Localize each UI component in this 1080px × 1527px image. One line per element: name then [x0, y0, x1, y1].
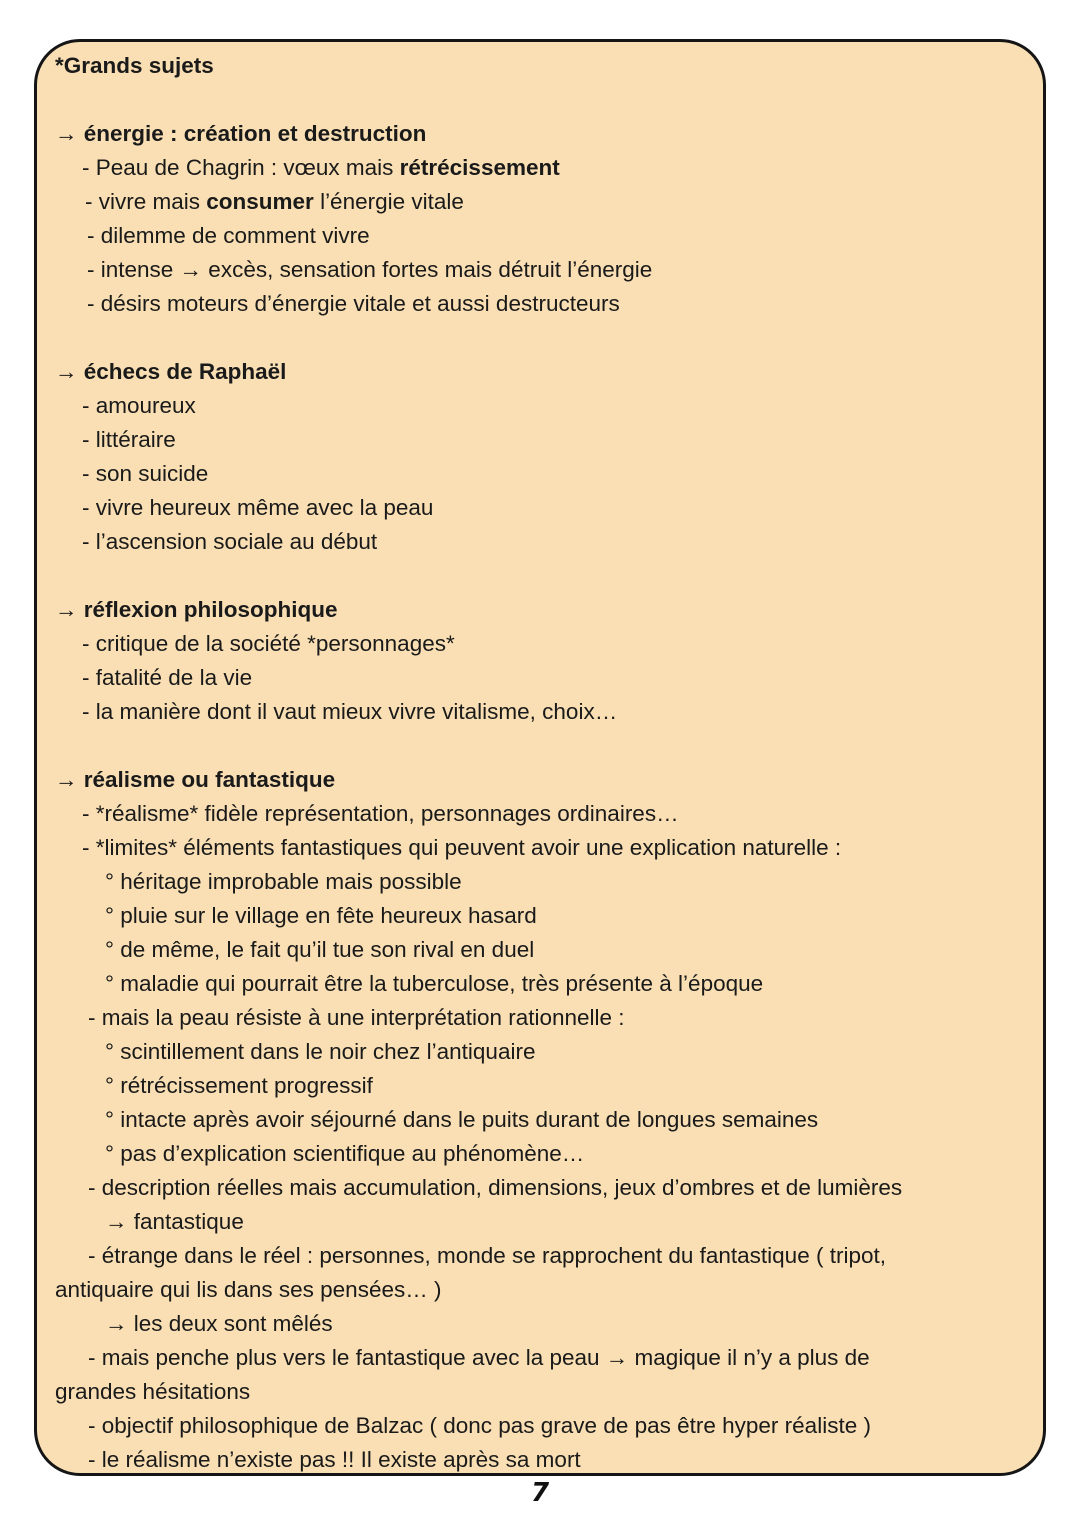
text-line — [55, 357, 286, 387]
page-number: 7 — [530, 1478, 550, 1508]
text-line — [105, 1105, 818, 1135]
text-segment: ° rétrécissement progressif — [105, 1073, 373, 1098]
text-segment: - vivre heureux même avec la peau — [82, 495, 434, 520]
text-line — [82, 493, 433, 523]
text-line — [82, 391, 196, 421]
text-line — [55, 1275, 441, 1305]
text-segment: → — [55, 597, 84, 622]
bold-text: rétrécissement — [399, 155, 560, 180]
text-segment: → fantastique — [105, 1209, 244, 1234]
text-segment: ° pas d’explication scientifique au phénomène… — [105, 1141, 585, 1166]
text-line — [105, 1309, 333, 1339]
text-segment: - *réalisme* fidèle représentation, personnages ordinaires… — [82, 801, 679, 826]
text-line — [82, 697, 617, 727]
text-segment: - critique de la société *personnages* — [82, 631, 455, 656]
text-line — [82, 629, 455, 659]
text-segment: - *limites* éléments fantastiques qui peuvent avoir une explication naturelle : — [82, 835, 842, 860]
text-line — [88, 1445, 581, 1475]
text-segment: - l’ascension sociale au début — [82, 529, 378, 554]
text-line — [105, 901, 537, 931]
text-line — [105, 1139, 584, 1169]
text-line — [88, 1173, 902, 1203]
text-line — [88, 1241, 886, 1271]
text-segment: - mais la peau résiste à une interprétation rationnelle : — [88, 1005, 625, 1030]
text-segment: - la manière dont il vaut mieux vivre vitalisme, choix… — [82, 699, 618, 724]
text-segment: - le réalisme n’existe pas !! Il existe après sa mort — [88, 1447, 581, 1472]
text-line — [87, 289, 620, 319]
text-line — [105, 1207, 244, 1237]
text-line — [82, 799, 679, 829]
text-segment: ° pluie sur le village en fête heureux hasard — [105, 903, 537, 928]
text-line — [55, 119, 426, 149]
text-line — [105, 969, 763, 999]
text-segment: - littéraire — [82, 427, 176, 452]
text-segment: - étrange dans le réel : personnes, monde se rapprochent du fantastique ( tripot, — [88, 1243, 886, 1268]
text-segment: ° intacte après avoir séjourné dans le puits durant de longues semaines — [105, 1107, 819, 1132]
text-line — [82, 459, 208, 489]
text-segment: - fatalité de la vie — [82, 665, 253, 690]
text-segment: - mais penche plus vers le fantastique avec la peau → magique il n’y a plus de — [88, 1345, 870, 1370]
text-segment: - dilemme de comment vivre — [87, 223, 370, 248]
text-segment: ° scintillement dans le noir chez l’antiquaire — [105, 1039, 536, 1064]
text-segment: - vivre mais — [85, 189, 207, 214]
text-line — [88, 1343, 870, 1373]
bold-text: réalisme ou fantastique — [83, 767, 336, 792]
text-line — [105, 935, 534, 965]
text-segment: - amoureux — [82, 393, 196, 418]
text-segment: - objectif philosophique de Balzac ( donc pas grave de pas être hyper réaliste ) — [88, 1413, 871, 1438]
text-segment: l’énergie vitale — [313, 189, 464, 214]
text-segment: → les deux sont mêlés — [105, 1311, 333, 1336]
text-line — [85, 187, 464, 217]
text-line — [82, 153, 560, 183]
text-line — [82, 833, 841, 863]
text-line — [82, 527, 377, 557]
text-segment: antiquaire qui lis dans ses pensées… ) — [55, 1277, 442, 1302]
text-line — [55, 595, 338, 625]
text-segment: - intense → excès, sensation fortes mais détruit l’énergie — [87, 257, 653, 282]
section-title — [55, 51, 214, 81]
text-line — [87, 221, 370, 251]
bold-text: *Grands sujets — [55, 53, 214, 78]
text-line — [82, 663, 252, 693]
text-segment: - désirs moteurs d’énergie vitale et aussi destructeurs — [87, 291, 620, 316]
text-line — [55, 765, 335, 795]
text-segment: ° héritage improbable mais possible — [105, 869, 462, 894]
text-line — [55, 1377, 250, 1407]
text-segment: - description réelles mais accumulation, dimensions, jeux d’ombres et de lumières — [88, 1175, 903, 1200]
bold-text: réflexion philosophique — [83, 597, 338, 622]
bold-text: échecs de Raphaël — [83, 359, 287, 384]
text-line — [105, 1071, 373, 1101]
text-segment: - son suicide — [82, 461, 209, 486]
text-segment: ° maladie qui pourrait être la tuberculose, très présente à l’époque — [105, 971, 764, 996]
bold-text: énergie : création et destruction — [83, 121, 427, 146]
text-segment: → — [55, 121, 84, 146]
text-line — [87, 255, 652, 285]
text-line — [82, 425, 176, 455]
text-line — [105, 867, 462, 897]
text-segment: → — [55, 359, 84, 384]
text-segment: → — [55, 767, 84, 792]
text-segment: - Peau de Chagrin : vœux mais — [82, 155, 400, 180]
text-line — [88, 1003, 625, 1033]
text-segment: ° de même, le fait qu’il tue son rival en duel — [105, 937, 535, 962]
text-line — [105, 1037, 535, 1067]
text-segment: grandes hésitations — [55, 1379, 251, 1404]
text-line — [88, 1411, 871, 1441]
bold-text: consumer — [206, 189, 314, 214]
